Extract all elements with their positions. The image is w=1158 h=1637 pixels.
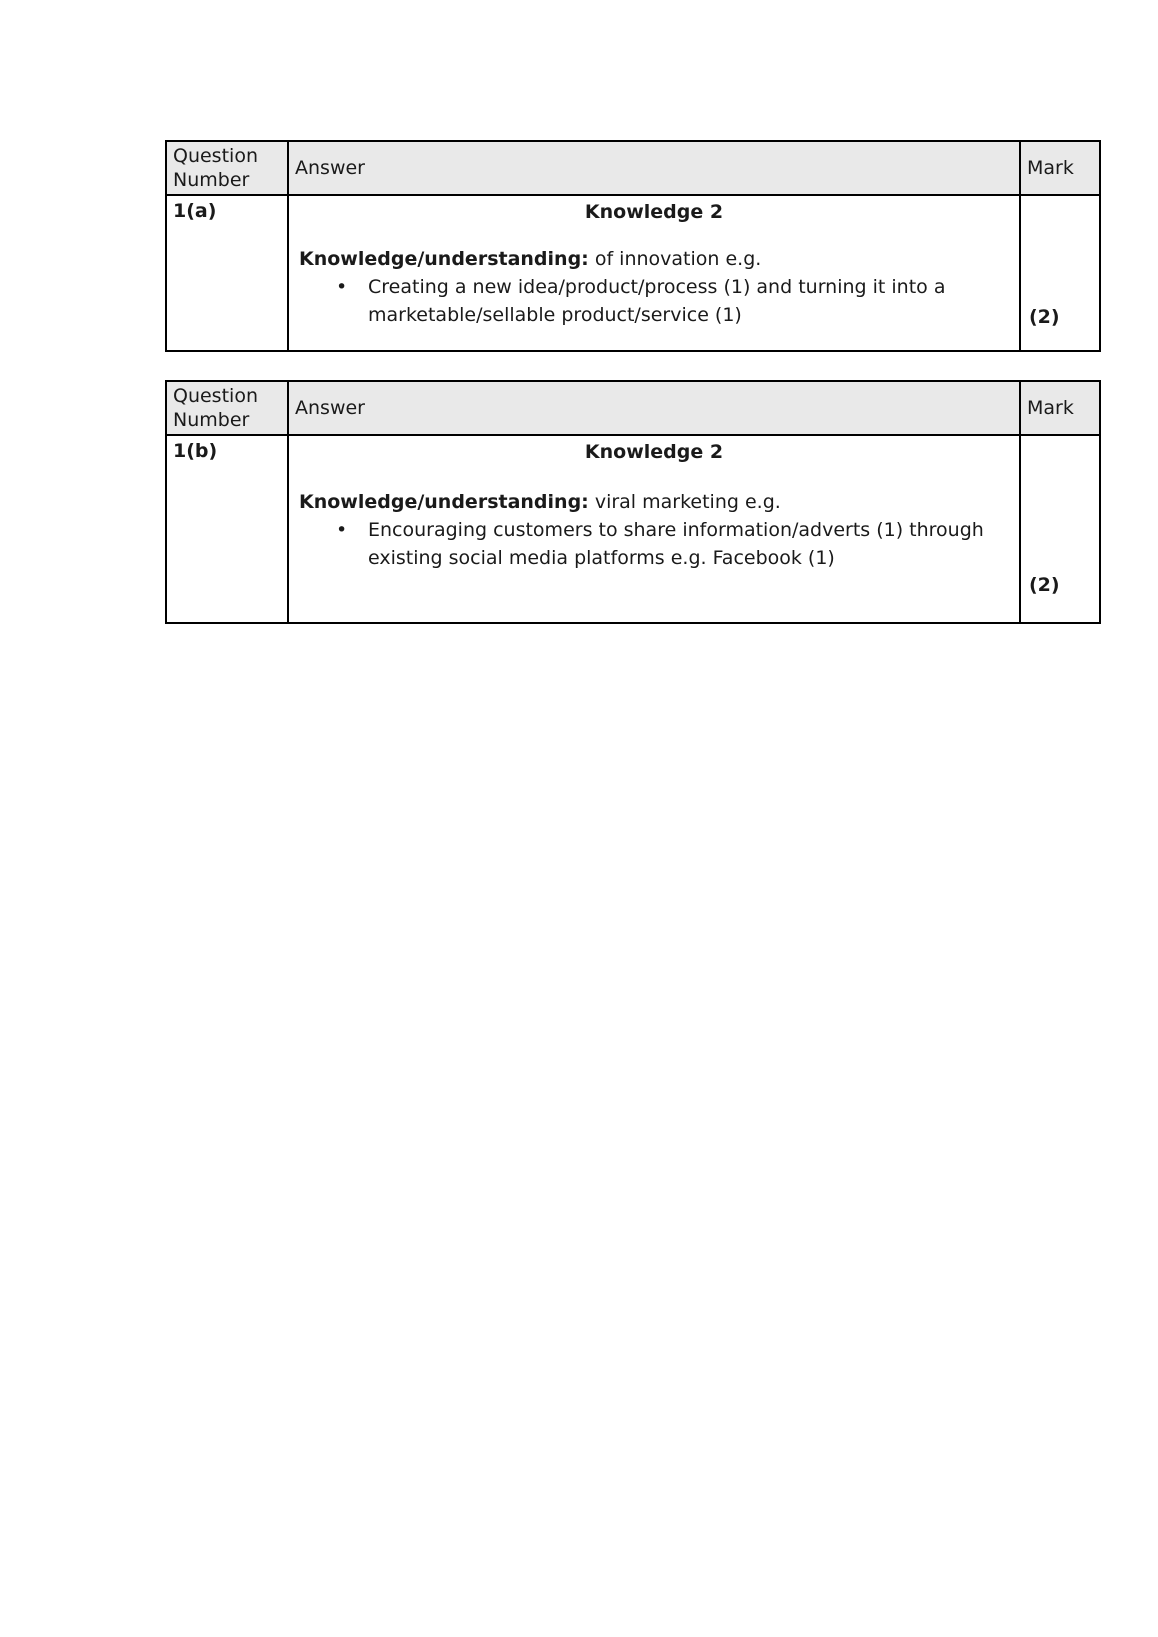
answer-title: Knowledge 2 bbox=[584, 441, 724, 463]
mark-value-cell: (2) bbox=[1020, 195, 1100, 351]
header-answer: Answer bbox=[288, 381, 1020, 435]
mark-scheme-table-1a bbox=[165, 140, 1101, 352]
mark-scheme-table-1b bbox=[165, 380, 1101, 624]
mark-value-cell: (2) bbox=[1020, 435, 1100, 623]
spacer bbox=[299, 226, 1009, 245]
lead-bold-text: Knowledge/understanding: bbox=[299, 491, 589, 513]
header-mark: Mark bbox=[1020, 141, 1100, 195]
spacer bbox=[299, 466, 1009, 488]
bullet-list-item bbox=[299, 273, 1009, 329]
bullet-text: Encouraging customers to share information/adverts (1) through existing social media platforms e.g. Facebook (1) bbox=[368, 519, 984, 569]
answer-cell bbox=[288, 195, 1020, 351]
document-page bbox=[165, 140, 1101, 624]
bullet-text: Creating a new idea/product/process (1) and turning it into a marketable/sellable product/service (1) bbox=[368, 276, 946, 326]
lead-bold-text: Knowledge/understanding: bbox=[299, 248, 589, 270]
question-number-cell: 1(b) bbox=[166, 435, 288, 623]
lead-rest-text: viral marketing e.g. bbox=[588, 491, 781, 513]
header-answer: Answer bbox=[288, 141, 1020, 195]
bullet-icon: • bbox=[336, 519, 348, 541]
table-row bbox=[166, 195, 1100, 351]
header-question-number: Question Number bbox=[166, 141, 288, 195]
table-row bbox=[166, 435, 1100, 623]
question-number-cell: 1(a) bbox=[166, 195, 288, 351]
header-question-number: Question Number bbox=[166, 381, 288, 435]
lead-rest-text: of innovation e.g. bbox=[588, 248, 762, 270]
answer-lead bbox=[299, 245, 1009, 273]
answer-lead bbox=[299, 488, 1009, 516]
header-mark: Mark bbox=[1020, 381, 1100, 435]
bullet-list-item bbox=[299, 516, 1009, 572]
answer-cell bbox=[288, 435, 1020, 623]
bullet-icon: • bbox=[336, 276, 348, 298]
answer-title: Knowledge 2 bbox=[584, 201, 724, 223]
table-header-row bbox=[166, 141, 1100, 195]
table-header-row bbox=[166, 381, 1100, 435]
